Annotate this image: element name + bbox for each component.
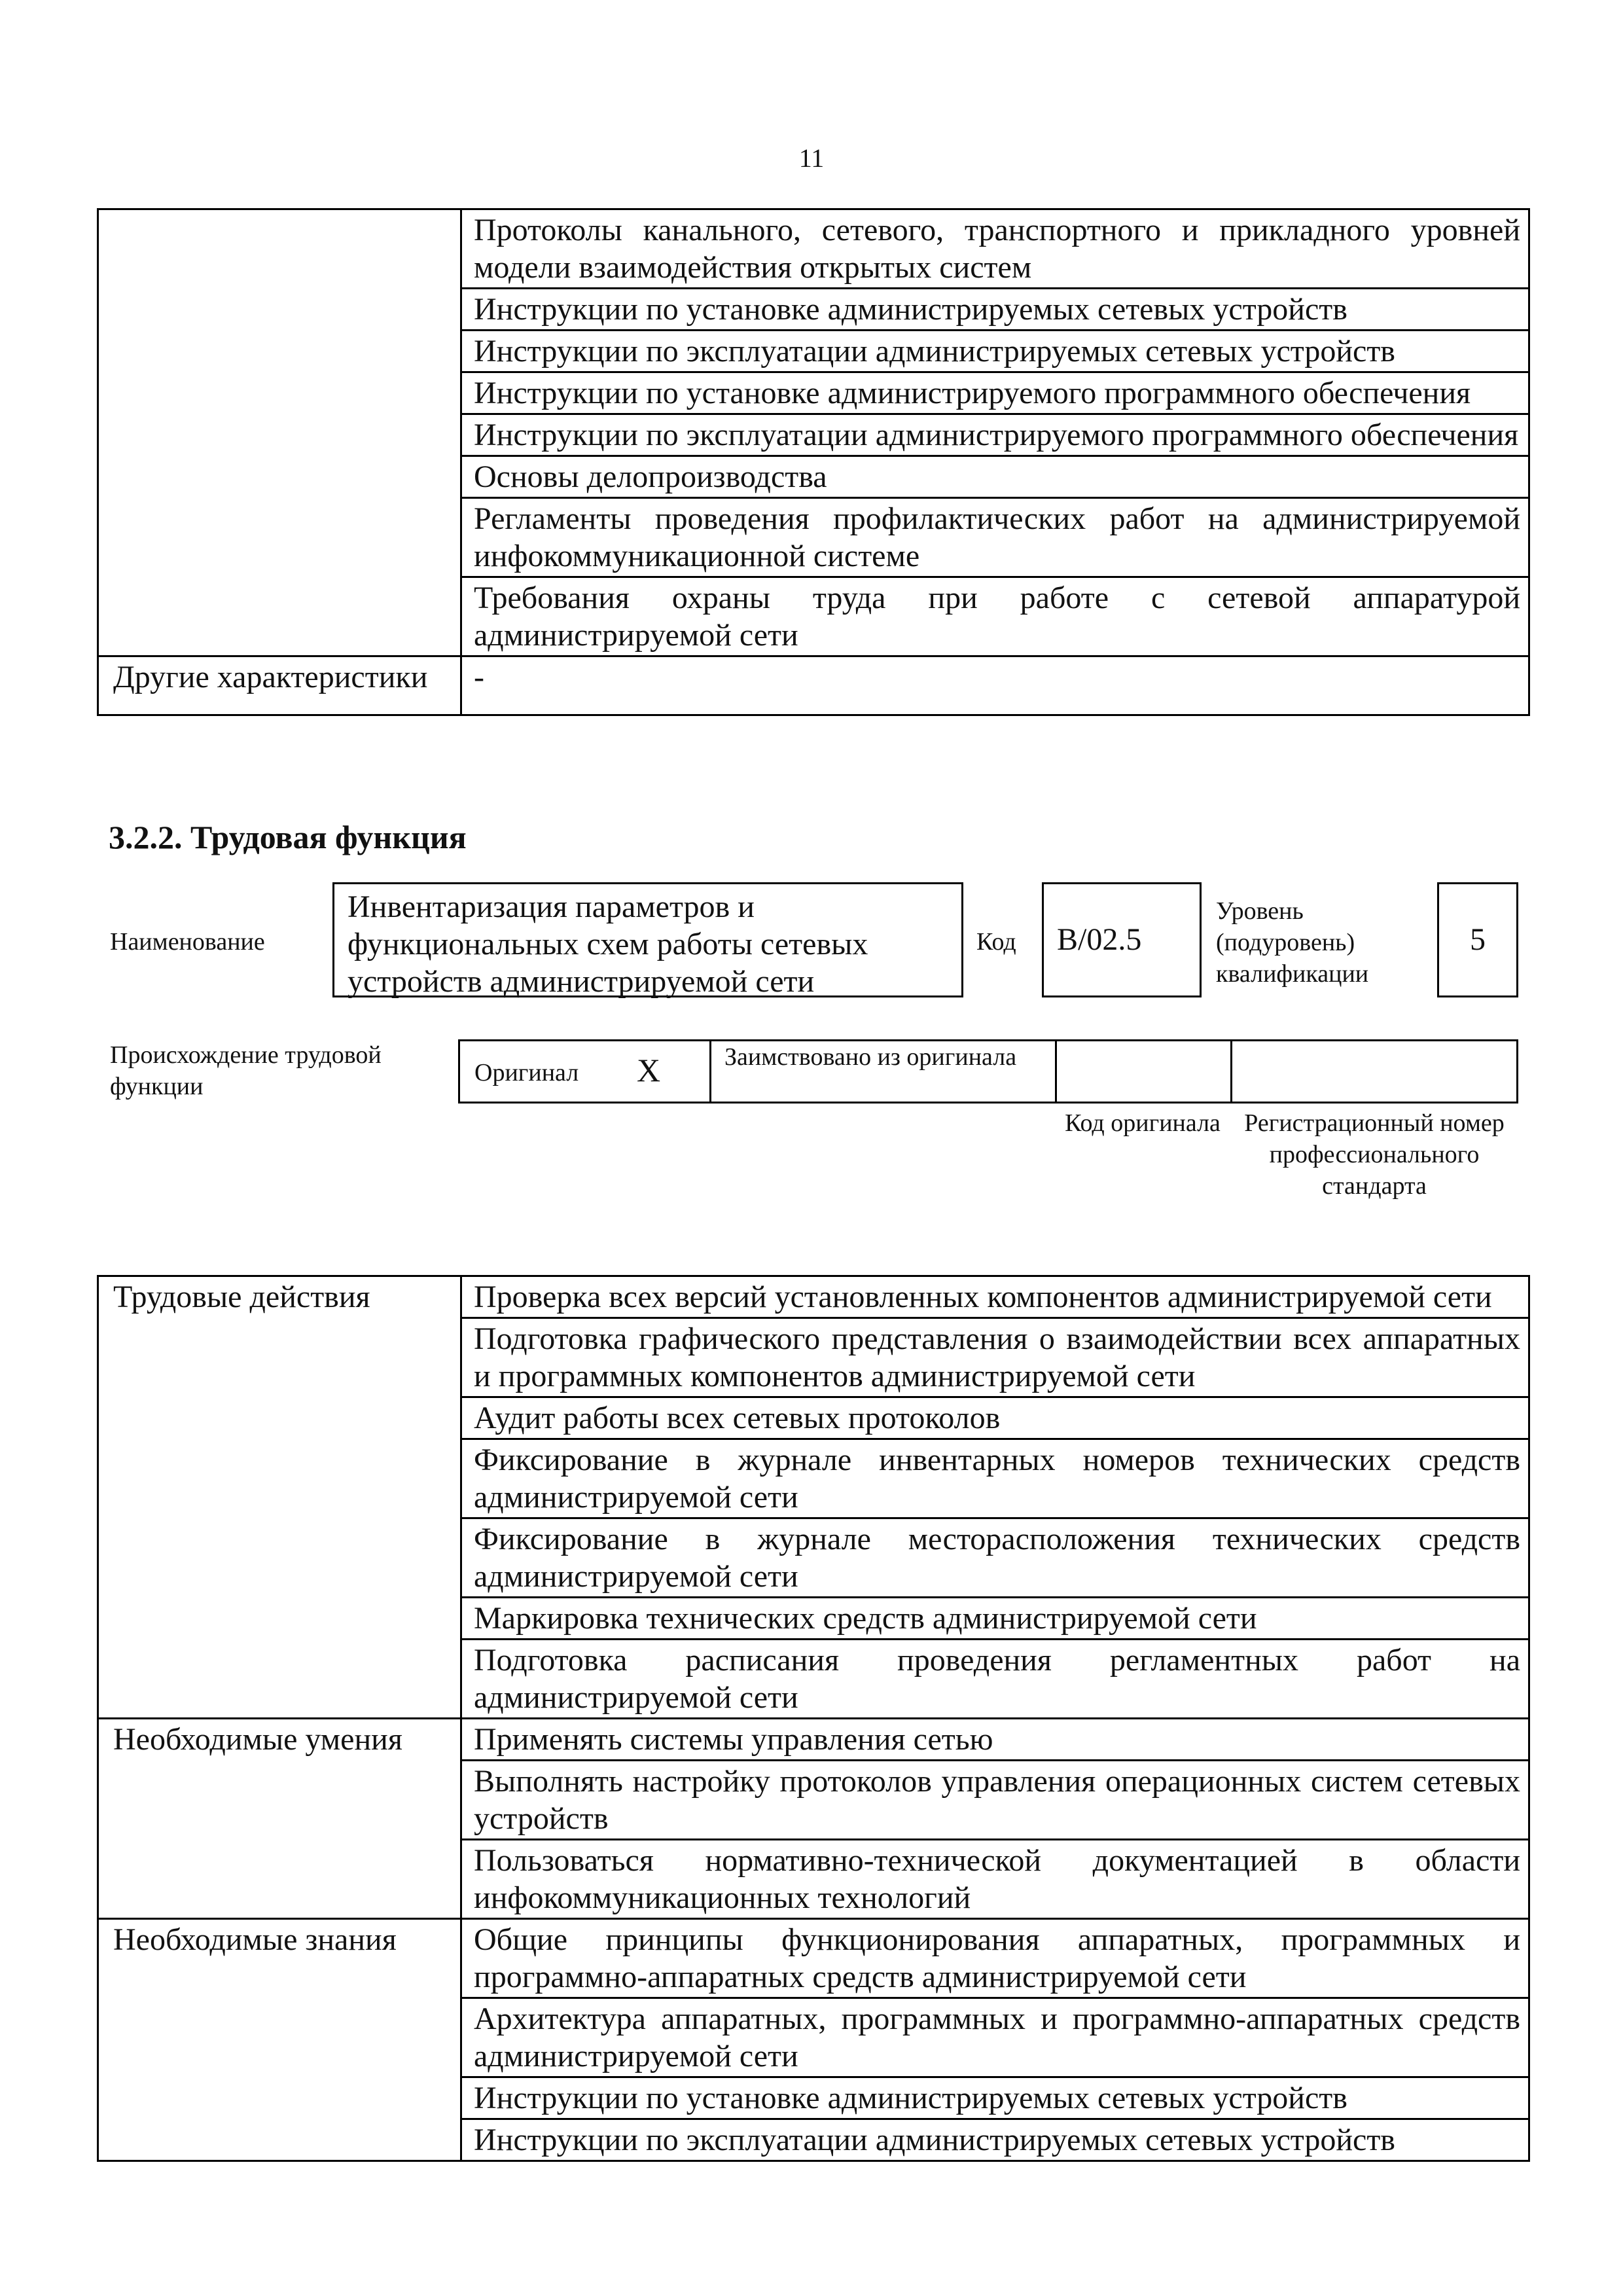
other-characteristics-label: Другие характеристики — [98, 656, 461, 715]
original-label: Оригинал — [474, 1059, 579, 1086]
section-label-skills: Необходимые умения — [98, 1719, 461, 1919]
table-cell: Инструкции по эксплуатации администрируемых сетевых устройств — [461, 2119, 1529, 2161]
table-cell: Основы делопроизводства — [461, 456, 1529, 498]
other-characteristics-value: - — [461, 656, 1529, 715]
table-row — [98, 1276, 1529, 1318]
table-cell: Инструкции по установке администрируемого программного обеспечения — [461, 372, 1529, 414]
table-row — [98, 209, 1529, 289]
section-label-actions: Трудовые действия — [98, 1276, 461, 1719]
page-number: 11 — [798, 143, 825, 173]
table-cell: Архитектура аппаратных, программных и программно-аппаратных средств администрируемой сети — [461, 1998, 1529, 2077]
table-row — [98, 656, 1529, 715]
table-cell: Применять системы управления сетью — [461, 1719, 1529, 1761]
table-cell: Аудит работы всех сетевых протоколов — [461, 1397, 1529, 1439]
original-cell — [460, 1041, 711, 1102]
borrowed-label: Заимствовано из оригинала — [724, 1043, 1017, 1071]
name-label: Наименование — [110, 928, 265, 956]
table-cell: Инструкции по эксплуатации администрируемых сетевых устройств — [461, 331, 1529, 372]
table-cell: Фиксирование в журнале инвентарных номеров технических средств администрируемой сети — [461, 1439, 1529, 1518]
table-cell: Регламенты проведения профилактических работ на администрируемой инфокоммуникационной системе — [461, 498, 1529, 577]
original-code-caption: Код оригинала — [1065, 1109, 1221, 1137]
table-cell: Инструкции по установке администрируемых сетевых устройств — [461, 2077, 1529, 2119]
code-value-box: B/02.5 — [1042, 882, 1202, 997]
table-cell: Выполнять настройку протоколов управления операционных систем сетевых устройств — [461, 1761, 1529, 1840]
table-cell: Инструкции по установке администрируемых сетевых устройств — [461, 289, 1529, 331]
knowledge-table-continued — [97, 208, 1530, 716]
empty-label-cell — [98, 209, 461, 656]
origin-label: Происхождение трудовой функции — [110, 1041, 382, 1100]
labor-function-table — [97, 1275, 1530, 2162]
table-cell: Фиксирование в журнале месторасположения технических средств администрируемой сети — [461, 1518, 1529, 1598]
table-cell: Требования охраны труда при работе с сетевой аппаратурой администрируемой сети — [461, 577, 1529, 656]
section-label-knowledge: Необходимые знания — [98, 1919, 461, 2161]
code-label: Код — [976, 928, 1016, 956]
table-cell: Проверка всех версий установленных компонентов администрируемой сети — [461, 1276, 1529, 1318]
registration-number-cell — [1232, 1041, 1516, 1102]
original-mark: X — [637, 1052, 661, 1088]
function-name-box: Инвентаризация параметров и функциональных схем работы сетевых устройств администрируемой сети — [332, 882, 963, 997]
table-cell: Подготовка графического представления о взаимодействии всех аппаратных и программных компонентов администрируемой сети — [461, 1318, 1529, 1397]
table-cell: Общие принципы функционирования аппаратных, программных и программно-аппаратных средств администрируемой сети — [461, 1919, 1529, 1998]
table-cell: Инструкции по эксплуатации администрируемого программного обеспечения — [461, 414, 1529, 456]
original-code-cell — [1057, 1041, 1232, 1102]
level-label: Уровень (подуровень) квалификации — [1216, 897, 1369, 988]
table-cell: Протоколы канального, сетевого, транспортного и прикладного уровней модели взаимодействия открытых систем — [461, 209, 1529, 289]
table-cell: Пользоваться нормативно-технической документацией в области инфокоммуникационных технологий — [461, 1840, 1529, 1919]
borrowed-cell — [711, 1041, 1057, 1102]
origin-table — [458, 1039, 1518, 1103]
level-value-box: 5 — [1437, 882, 1518, 997]
registration-number-caption: Регистрационный номер профессионального стандарта — [1244, 1109, 1505, 1200]
table-row — [98, 1919, 1529, 1998]
section-heading: 3.2.2. Трудовая функция — [109, 819, 467, 855]
table-cell: Подготовка расписания проведения регламентных работ на администрируемой сети — [461, 1640, 1529, 1719]
table-cell: Маркировка технических средств администрируемой сети — [461, 1598, 1529, 1640]
table-row — [98, 1719, 1529, 1761]
